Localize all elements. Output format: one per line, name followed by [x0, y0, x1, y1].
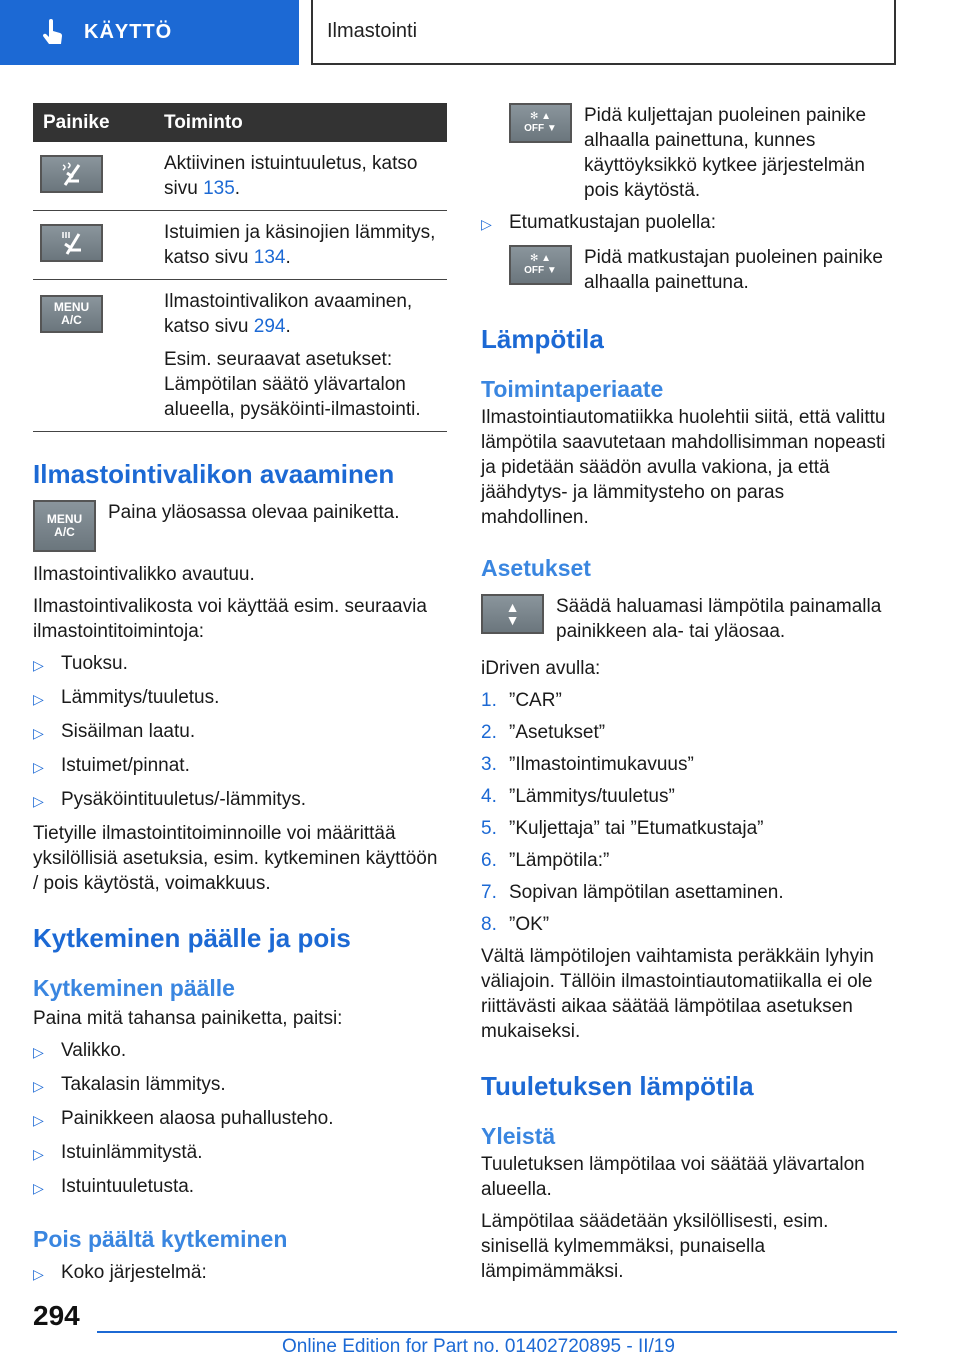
climate-functions-list [33, 651, 447, 814]
paragraph: Ilmastointiautomatiikka huolehtii siitä, että valittu lämpötila saavutetaan mahdollisimman nopeasti ja pidetään säädön avulla vakiona, ja että jäähdytys- ja lämmitysteho on paras mahdollinen. [481, 407, 886, 528]
paragraph: Paina mitä tahansa painiketta, paitsi: [33, 1008, 343, 1029]
section-label: KÄYTTÖ [84, 21, 173, 43]
list-item: ▷ Istuintuuletusta. [33, 1176, 195, 1197]
heading-switch: Kytkeminen päälle ja pois [33, 923, 351, 953]
heading-general: Yleistä [481, 1123, 556, 1149]
list-item: 6. ”Lämpötila:” [481, 850, 610, 871]
heading-menu-open: Ilmastointivalikon avaaminen [33, 459, 395, 489]
off-list [33, 1260, 447, 1287]
list-item: 8. ”OK” [481, 914, 550, 935]
fan-off-button-icon: ✻ ▲ OFF ▼ [509, 103, 572, 143]
list-item: ▷ Pysäköintituuletus/-lämmitys. [33, 789, 306, 810]
list-item: 1. ”CAR” [481, 690, 562, 711]
list-item: ▷ Valikko. [33, 1040, 127, 1061]
seat-ventilation-icon [40, 155, 103, 193]
table-cell-text: Istuimien ja käsinojien lämmitys, katso sivu 134. [164, 222, 436, 268]
list-item: ▷ Lämmitys/tuuletus. [33, 687, 220, 708]
heading-switch-off: Pois päältä kytkeminen [33, 1226, 288, 1252]
menu-instruction-text: Paina yläosassa olevaa painiketta. [108, 502, 400, 523]
settings-instruction [481, 594, 897, 644]
list-item: ▷ Koko järjestelmä: [33, 1262, 207, 1283]
temperature-up-down-icon: ▲ ▼ [481, 594, 544, 634]
heading-principle: Toimintaperiaate [481, 376, 664, 402]
list-item: ▷ Etumatkustajan puolella: [481, 212, 717, 233]
list-item: ▷ Istuinlämmitystä. [33, 1142, 203, 1163]
list-item: ▷ Painikkeen alaosa puhallusteho. [33, 1108, 334, 1129]
paragraph: iDriven avulla: [481, 658, 601, 679]
right-column [481, 103, 897, 1284]
table-header-function: Toiminto [164, 103, 447, 142]
exceptions-list [33, 1038, 447, 1201]
paragraph: Ilmastointivalikko avautuu. [33, 564, 255, 585]
table-row [33, 280, 447, 432]
page-ref-link[interactable]: 294 [253, 316, 286, 337]
heading-settings: Asetukset [481, 555, 591, 581]
list-item: ▷ Tuoksu. [33, 653, 128, 674]
table-cell-text: Ilmastointivalikon avaaminen, katso sivu 294. [164, 291, 413, 337]
passenger-off-instruction [481, 245, 897, 295]
list-item: 2. ”Asetukset” [481, 722, 606, 743]
menu-ac-icon: MENU A/C [33, 500, 96, 552]
list-item: 7. Sopivan lämpötilan asettaminen. [481, 882, 784, 903]
paragraph: Vältä lämpötilojen vaihtamista peräkkäin lyhyin väliajoin. Tällöin ilmastointiautomatiikalla ei ole riittävästi aikaa säätää lämpötilaa asetuksen mukaiseksi. [481, 946, 874, 1042]
list-item: 4. ”Lämmitys/tuuletus” [481, 786, 675, 807]
heading-vent-temp: Tuuletuksen lämpötila [481, 1071, 754, 1101]
driver-off-text: Pidä kuljettajan puoleinen painike alhaalla painettuna, kunnes käyttöyksikkö kytkee järjestelmän pois käytöstä. [584, 105, 867, 201]
paragraph: Lämpötilaa säädetään yksilöllisesti, esim. sinisellä kylmemmäksi, punaisella lämpimämmäksi. [481, 1211, 829, 1282]
page-ref-link[interactable]: 134 [253, 247, 286, 268]
passenger-off-text: Pidä matkustajan puoleinen painike alhaalla painettuna. [584, 247, 883, 293]
table-row [33, 211, 447, 280]
list-item: ▷ Takalasin lämmitys. [33, 1074, 226, 1095]
paragraph: Tuuletuksen lämpötilaa voi säätää ylävartalon alueella. [481, 1154, 865, 1200]
paragraph: Tietyille ilmastointitoiminnoille voi määrittää yksilöllisiä asetuksia, esim. kytkeminen käyttöön / pois käytöstä, voimakkuus. [33, 823, 438, 894]
table-cell-text: Aktiivinen istuintuuletus, katso sivu 135. [164, 153, 418, 199]
heading-switch-on: Kytkeminen päälle [33, 975, 235, 1001]
menu-ac-icon: MENU A/C [40, 295, 103, 333]
list-item: 5. ”Kuljettaja” tai ”Etumatkustaja” [481, 818, 764, 839]
section-tab [0, 0, 299, 65]
seat-heating-icon [40, 224, 103, 262]
paragraph: Ilmastointivalikosta voi käyttää esim. seuraavia ilmastointitoimintoja: [33, 596, 427, 642]
passenger-list [481, 210, 897, 237]
function-table [33, 103, 447, 432]
heading-temperature: Lämpötila [481, 324, 604, 354]
list-item: ▷ Istuimet/pinnat. [33, 755, 190, 776]
menu-instruction [33, 500, 447, 552]
settings-text: Säädä haluamasi lämpötila painamalla painikkeen ala- tai yläosaa. [556, 596, 882, 642]
table-header-button: Painike [33, 103, 164, 142]
footer-divider [97, 1331, 897, 1333]
hand-touch-icon [38, 18, 68, 48]
fan-off-button-icon: ✻ ▲ OFF ▼ [509, 245, 572, 285]
left-column [33, 103, 447, 1287]
chapter-title: Ilmastointi [311, 0, 896, 65]
list-item: ▷ Sisäilman laatu. [33, 721, 196, 742]
edition-text: Online Edition for Part no. 01402720895 - II/19 [282, 1336, 675, 1357]
table-cell-extra: Esim. seuraavat asetukset: Lämpötilan säätö ylävartalon alueella, pysäköinti-ilmastointi. [164, 349, 421, 420]
page-ref-link[interactable]: 135 [203, 178, 235, 199]
driver-off-instruction [481, 103, 897, 203]
page-number: 294 [33, 1300, 80, 1331]
table-row [33, 142, 447, 211]
list-item: 3. ”Ilmastointimukavuus” [481, 754, 694, 775]
idrive-steps [481, 688, 897, 937]
